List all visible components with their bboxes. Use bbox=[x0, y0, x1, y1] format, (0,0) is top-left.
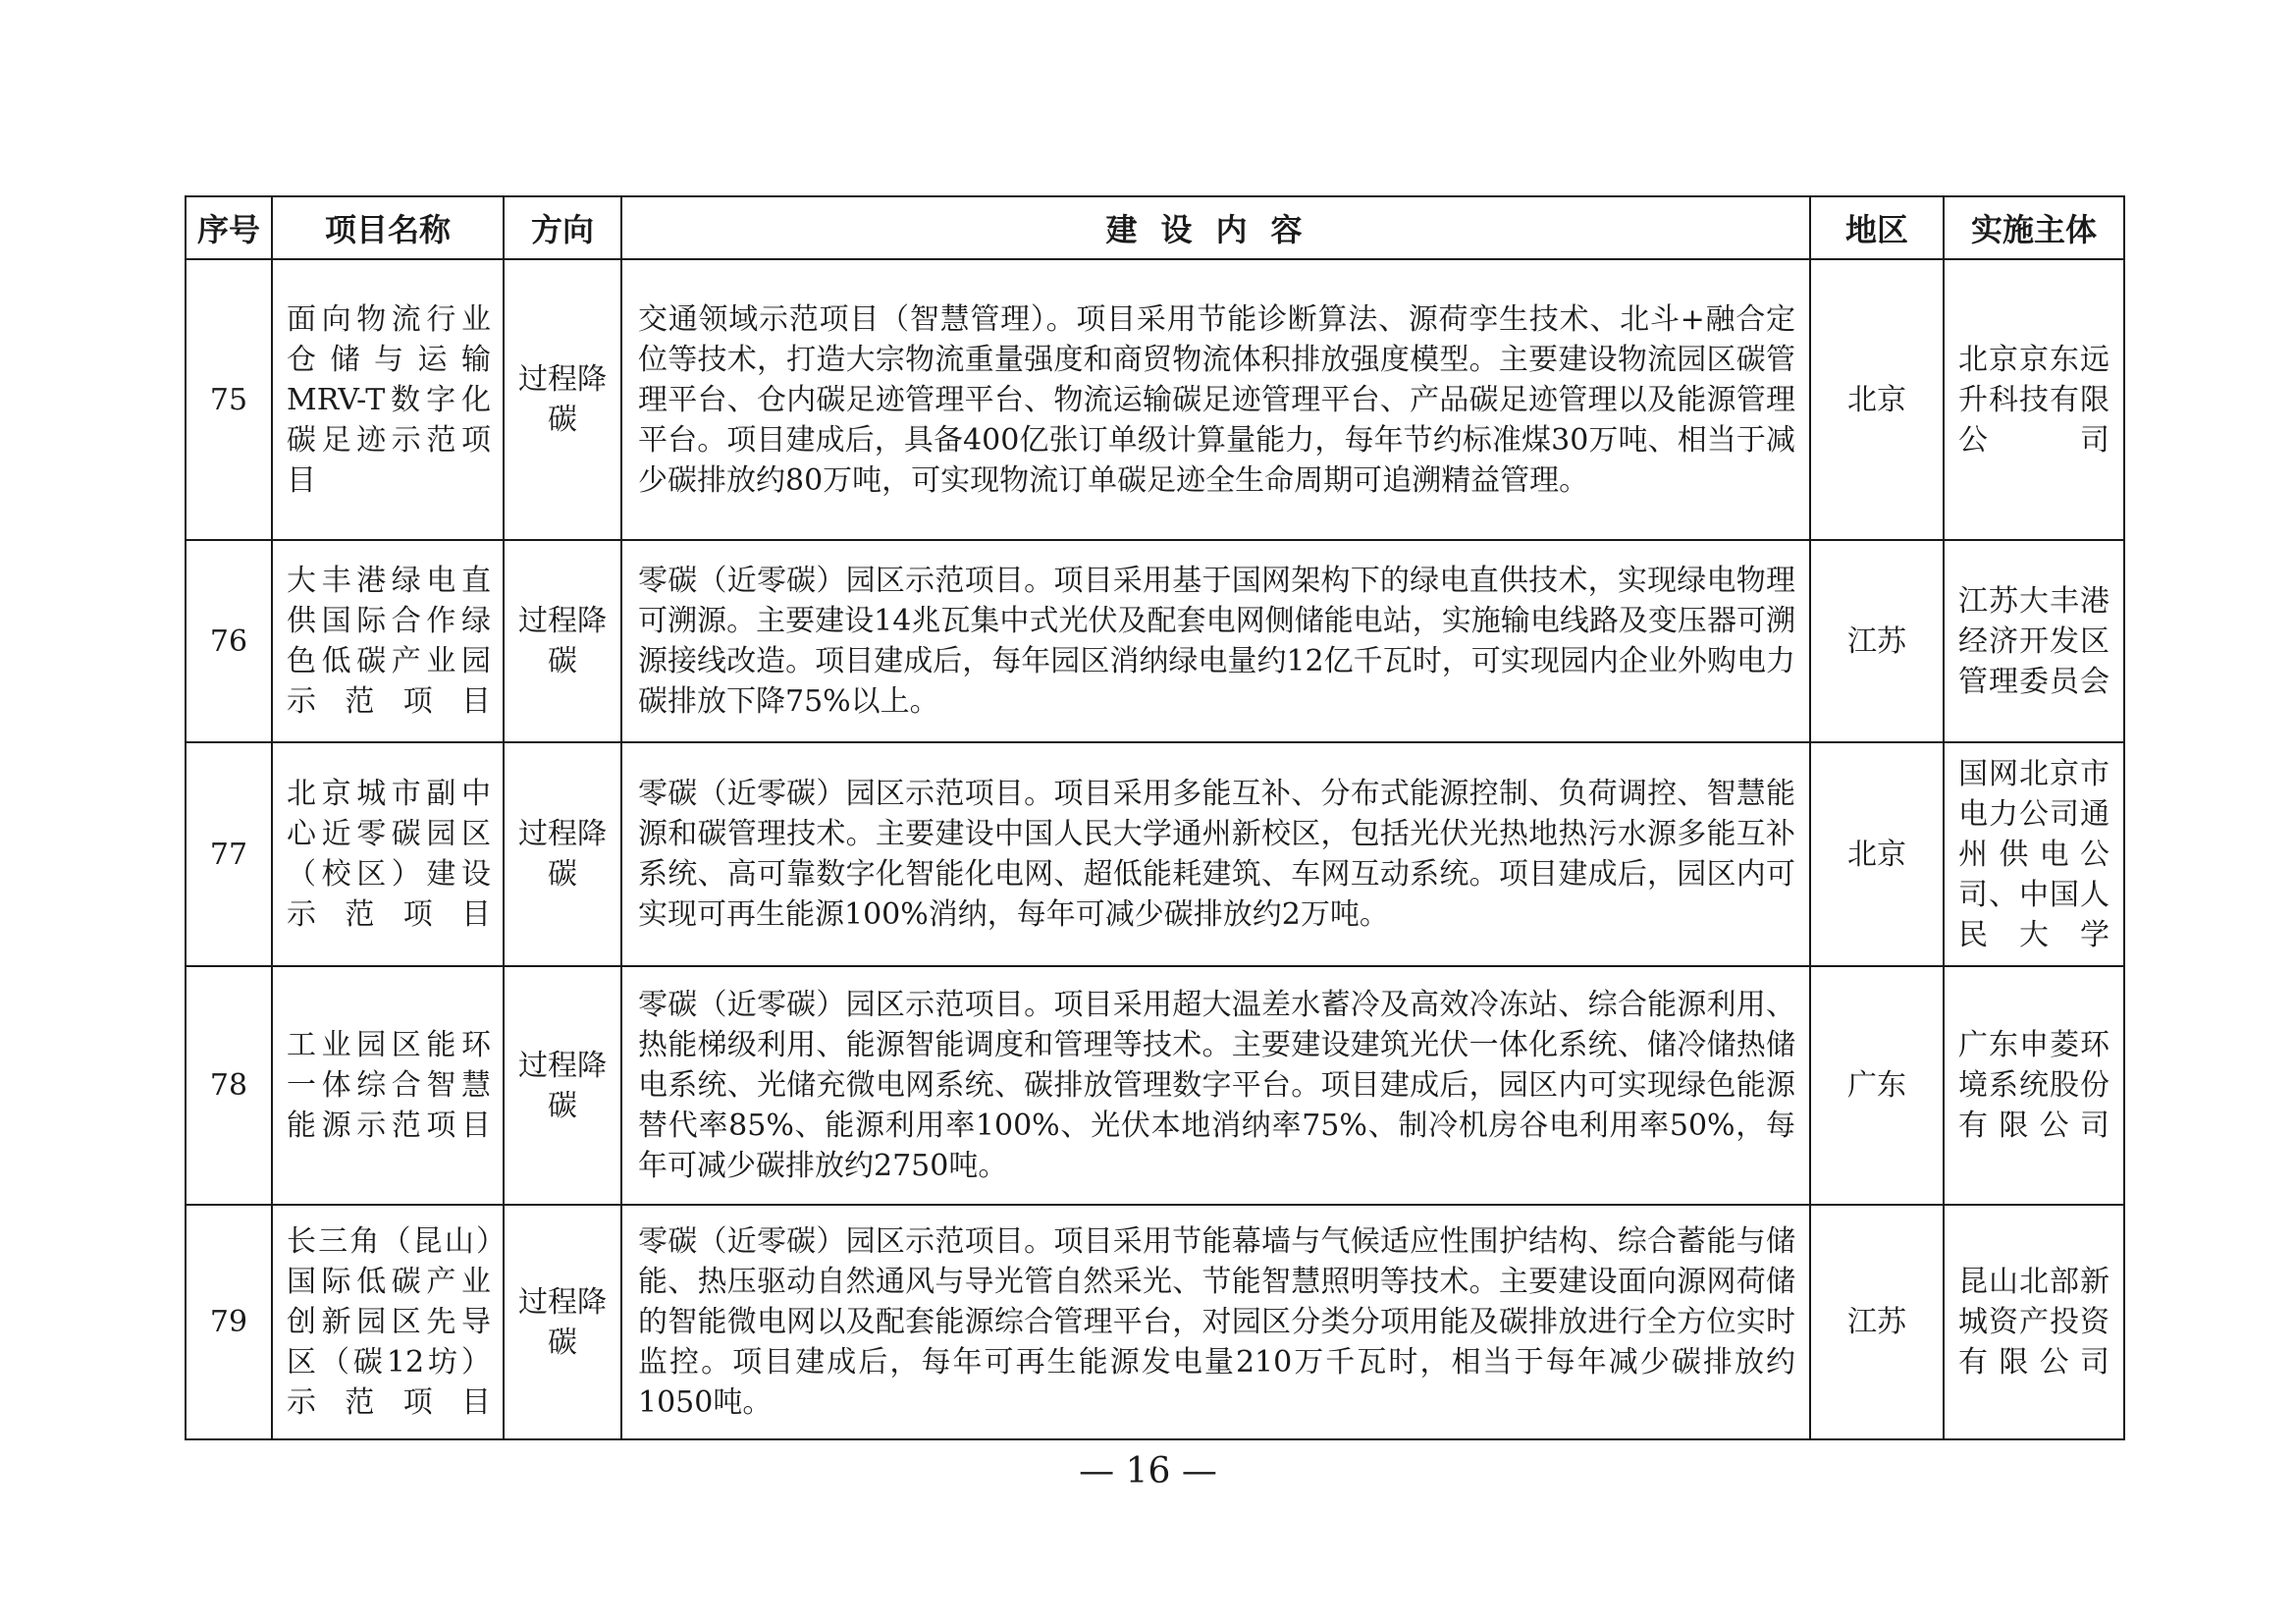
row-content-body: 项目采用基于国网架构下的绿电直供技术，实现绿电物理可溯源。主要建设14兆瓦集中式光伏及配套电网侧储能电站，实施输电线路及变压器可溯源接线改造。项目建成后，每年园区消纳绿电量约12亿千瓦时，可实现园内企业外购电力碳排放下降75%以上。 bbox=[638, 564, 1796, 719]
header-region: 地区 bbox=[1810, 196, 1944, 259]
table-row bbox=[186, 259, 2124, 540]
row-region: 北京 bbox=[1810, 742, 1944, 966]
row-content bbox=[621, 742, 1810, 966]
header-direction: 方向 bbox=[504, 196, 621, 259]
table-header-row bbox=[186, 196, 2124, 259]
row-direction: 过程降碳 bbox=[504, 259, 621, 540]
row-content-body: 项目采用超大温差水蓄冷及高效冷冻站、综合能源利用、热能梯级利用、能源智能调度和管理等技术。主要建设建筑光伏一体化系统、储冷储热储电系统、光储充微电网系统、碳排放管理数字平台。项目建成后，园区内可实现绿色能源替代率85%、能源利用率100%、光伏本地消纳率75%、制冷机房谷电利用率50%，每年可减少碳排放约2750吨。 bbox=[638, 988, 1796, 1183]
header-content: 建设内容 bbox=[621, 196, 1810, 259]
row-content-lead: 交通领域示范项目（智慧管理）。 bbox=[638, 301, 1077, 337]
row-direction: 过程降碳 bbox=[504, 966, 621, 1205]
row-content-lead: 零碳（近零碳）园区示范项目。 bbox=[638, 1224, 1054, 1259]
row-region: 北京 bbox=[1810, 259, 1944, 540]
row-content-body: 项目采用节能诊断算法、源荷孪生技术、北斗+融合定位等技术，打造大宗物流重量强度和商贸物流体积排放强度模型。主要建设物流园区碳管理平台、仓内碳足迹管理平台、物流运输碳足迹管理平台、产品碳足迹管理以及能源管理平台。项目建成后，具备400亿张订单级计算量能力，每年节约标准煤30万吨、相当于减少碳排放约80万吨，可实现物流订单碳足迹全生命周期可追溯精益管理。 bbox=[638, 301, 1796, 498]
row-content bbox=[621, 259, 1810, 540]
row-content bbox=[621, 966, 1810, 1205]
table-row bbox=[186, 742, 2124, 966]
row-owner: 江苏大丰港经济开发区管理委员会 bbox=[1944, 540, 2124, 742]
header-owner: 实施主体 bbox=[1944, 196, 2124, 259]
row-project-name: 面向物流行业仓储与运输MRV-T数字化碳足迹示范项目 bbox=[272, 259, 504, 540]
row-content-body: 项目采用多能互补、分布式能源控制、负荷调控、智慧能源和碳管理技术。主要建设中国人民大学通州新校区，包括光伏光热地热污水源多能互补系统、高可靠数字化智能化电网、超低能耗建筑、车网互动系统。项目建成后，园区内可实现可再生能源100%消纳，每年可减少碳排放约2万吨。 bbox=[638, 777, 1796, 932]
row-region: 广东 bbox=[1810, 966, 1944, 1205]
row-project-name: 大丰港绿电直供国际合作绿色低碳产业园示范项目 bbox=[272, 540, 504, 742]
row-project-name: 北京城市副中心近零碳园区（校区）建设示范项目 bbox=[272, 742, 504, 966]
table-row bbox=[186, 966, 2124, 1205]
row-content-lead: 零碳（近零碳）园区示范项目。 bbox=[638, 777, 1054, 811]
row-region: 江苏 bbox=[1810, 540, 1944, 742]
row-content-lead: 零碳（近零碳）园区示范项目。 bbox=[638, 988, 1054, 1022]
row-direction: 过程降碳 bbox=[504, 540, 621, 742]
row-content bbox=[621, 540, 1810, 742]
header-index: 序号 bbox=[186, 196, 272, 259]
row-index: 76 bbox=[186, 540, 272, 742]
project-table bbox=[185, 195, 2125, 1440]
row-owner: 昆山北部新城资产投资有限公司 bbox=[1944, 1205, 2124, 1439]
header-name: 项目名称 bbox=[272, 196, 504, 259]
row-direction: 过程降碳 bbox=[504, 1205, 621, 1439]
row-direction: 过程降碳 bbox=[504, 742, 621, 966]
row-index: 78 bbox=[186, 966, 272, 1205]
row-project-name: 长三角（昆山）国际低碳产业创新园区先导区（碳12坊）示范项目 bbox=[272, 1205, 504, 1439]
row-owner: 国网北京市电力公司通州供电公司、中国人民大学 bbox=[1944, 742, 2124, 966]
page-number: — 16 — bbox=[1079, 1451, 1217, 1491]
row-index: 77 bbox=[186, 742, 272, 966]
table-row bbox=[186, 540, 2124, 742]
row-region: 江苏 bbox=[1810, 1205, 1944, 1439]
row-index: 79 bbox=[186, 1205, 272, 1439]
row-content-lead: 零碳（近零碳）园区示范项目。 bbox=[638, 564, 1054, 598]
row-content bbox=[621, 1205, 1810, 1439]
row-owner: 北京京东远升科技有限公司 bbox=[1944, 259, 2124, 540]
row-project-name: 工业园区能环一体综合智慧能源示范项目 bbox=[272, 966, 504, 1205]
row-owner: 广东申菱环境系统股份有限公司 bbox=[1944, 966, 2124, 1205]
row-index: 75 bbox=[186, 259, 272, 540]
row-content-body: 项目采用节能幕墙与气候适应性围护结构、综合蓄能与储能、热压驱动自然通风与导光管自然采光、节能智慧照明等技术。主要建设面向源网荷储的智能微电网以及配套能源综合管理平台，对园区分类分项用能及碳排放进行全方位实时监控。项目建成后，每年可再生能源发电量210万千瓦时，相当于每年减少碳排放约1050吨。 bbox=[638, 1224, 1796, 1420]
table-row bbox=[186, 1205, 2124, 1439]
